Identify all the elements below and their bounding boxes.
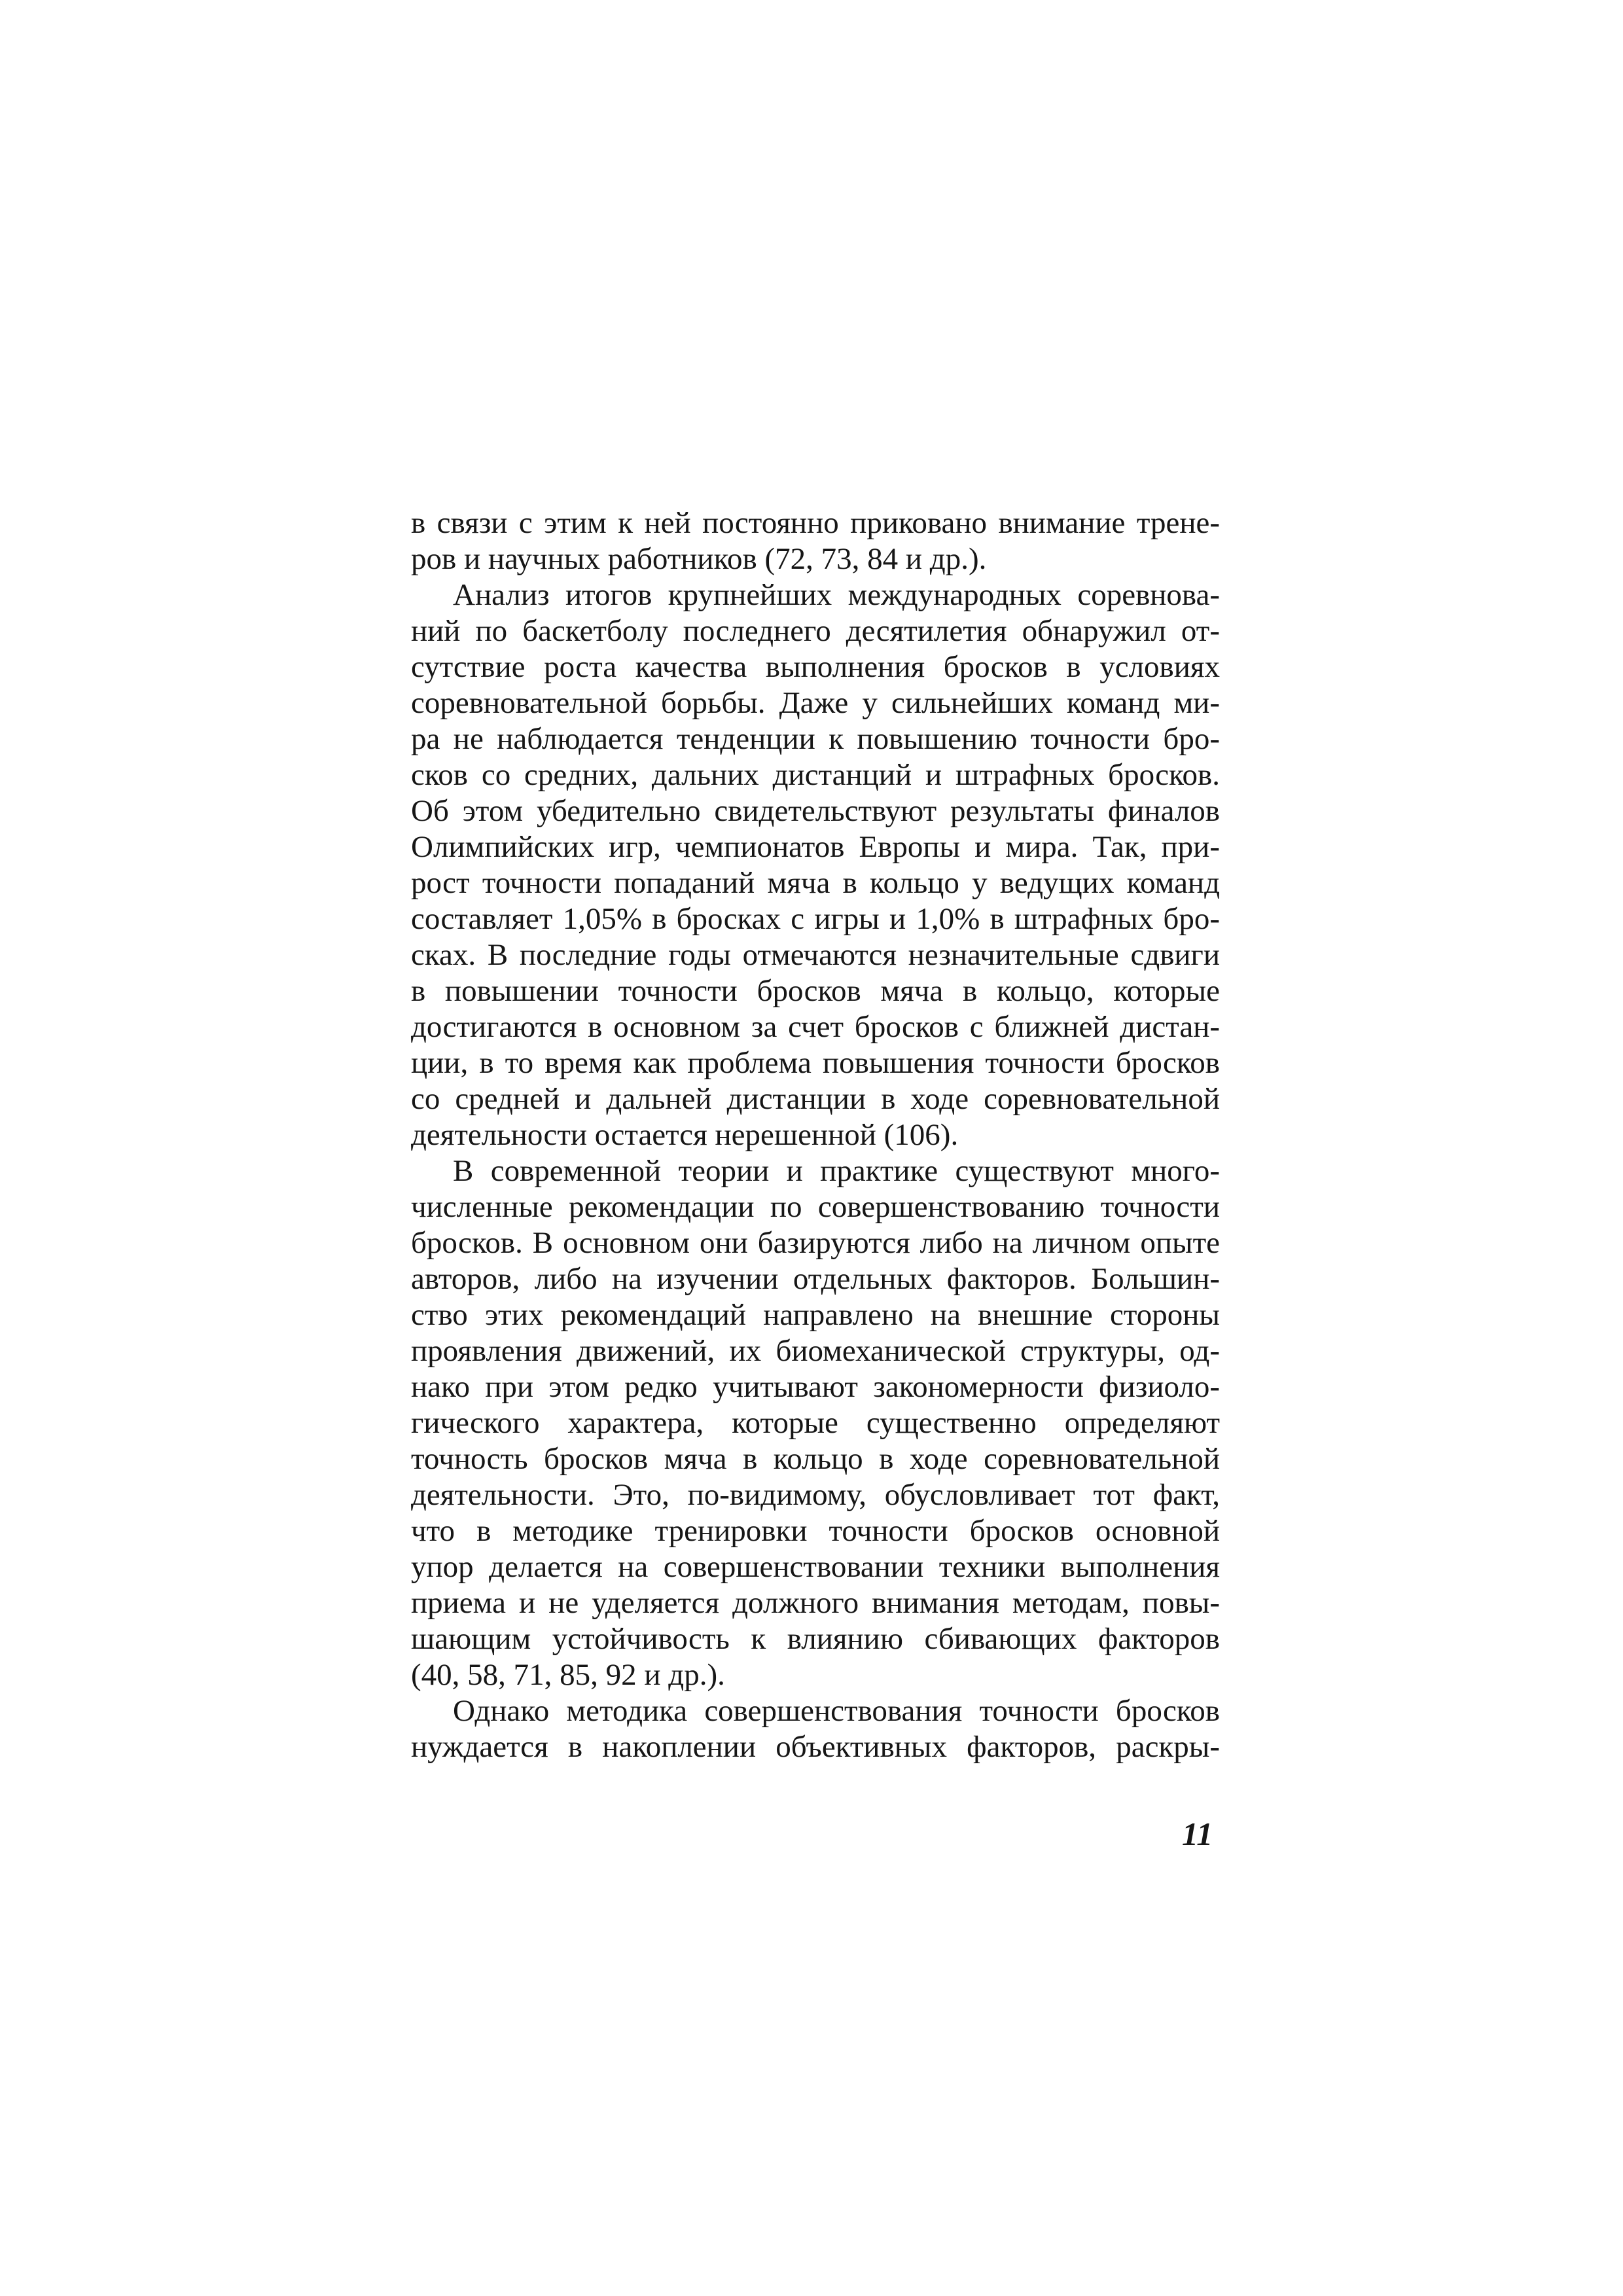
text-line: ции, в то время как проблема повышения точности бросков: [411, 1046, 1220, 1080]
text-line: Однако методика совершенствования точности бросков: [453, 1694, 1220, 1728]
text-line: упор делается на совершенствовании техники выполнения: [411, 1550, 1220, 1584]
text-line: точность бросков мяча в кольцо в ходе соревновательной: [411, 1442, 1220, 1476]
paragraph: [411, 1153, 1220, 1693]
text-line: Анализ итогов крупнейших международных соревнова-: [453, 578, 1220, 612]
text-line: (40, 58, 71, 85, 92 и др.).: [411, 1658, 725, 1692]
text-line: деятельности. Это, по-видимому, обусловливает тот факт,: [411, 1478, 1220, 1512]
text-line: авторов, либо на изучении отдельных факторов. Большин-: [411, 1262, 1220, 1296]
text-line: что в методике тренировки точности бросков основной: [411, 1514, 1220, 1548]
text-line: соревновательной борьбы. Даже у сильнейших команд ми-: [411, 686, 1220, 720]
paragraph: [411, 577, 1220, 1153]
text-line: гического характера, которые существенно определяют: [411, 1406, 1220, 1440]
text-line: приема и не уделяется должного внимания методам, повы-: [411, 1586, 1220, 1620]
body-text: [411, 505, 1220, 1765]
text-line: в связи с этим к ней постоянно приковано внимание трене-: [411, 506, 1220, 540]
text-line: Об этом убедительно свидетельствуют результаты финалов: [411, 794, 1220, 828]
page-number: 11: [1182, 1816, 1213, 1852]
text-line: достигаются в основном за счет бросков с ближней дистан-: [411, 1010, 1220, 1044]
text-line: ров и научных работников (72, 73, 84 и др.).: [411, 542, 987, 576]
text-line: ство этих рекомендаций направлено на внешние стороны: [411, 1298, 1220, 1332]
text-line: в повышении точности бросков мяча в кольцо, которые: [411, 974, 1220, 1008]
text-line: сках. В последние годы отмечаются незначительные сдвиги: [411, 938, 1220, 972]
text-line: сутствие роста качества выполнения бросков в условиях: [411, 650, 1220, 684]
text-line: бросков. В основном они базируются либо на личном опыте: [411, 1226, 1220, 1260]
paragraph: [411, 1693, 1220, 1765]
text-line: деятельности остается нерешенной (106).: [411, 1118, 959, 1152]
text-line: сков со средних, дальних дистанций и штрафных бросков.: [411, 758, 1220, 792]
text-line: В современной теории и практике существуют много-: [453, 1154, 1220, 1188]
text-line: составляет 1,05% в бросках с игры и 1,0% в штрафных бро-: [411, 902, 1220, 936]
text-line: ра не наблюдается тенденции к повышению точности бро-: [411, 722, 1220, 756]
text-line: ний по баскетболу последнего десятилетия обнаружил от-: [411, 614, 1220, 648]
text-line: проявления движений, их биомеханической структуры, од-: [411, 1334, 1220, 1368]
text-line: численные рекомендации по совершенствованию точности: [411, 1190, 1220, 1224]
text-line: нуждается в накоплении объективных факторов, раскры-: [411, 1730, 1220, 1764]
text-line: со средней и дальней дистанции в ходе соревновательной: [411, 1082, 1220, 1116]
text-line: Олимпийских игр, чемпионатов Европы и мира. Так, при-: [411, 830, 1220, 864]
text-line: шающим устойчивость к влиянию сбивающих факторов: [411, 1622, 1220, 1656]
paragraph: [411, 505, 1220, 577]
text-line: рост точности попаданий мяча в кольцо у ведущих команд: [411, 866, 1220, 900]
text-line: нако при этом редко учитывают закономерности физиоло-: [411, 1370, 1220, 1404]
